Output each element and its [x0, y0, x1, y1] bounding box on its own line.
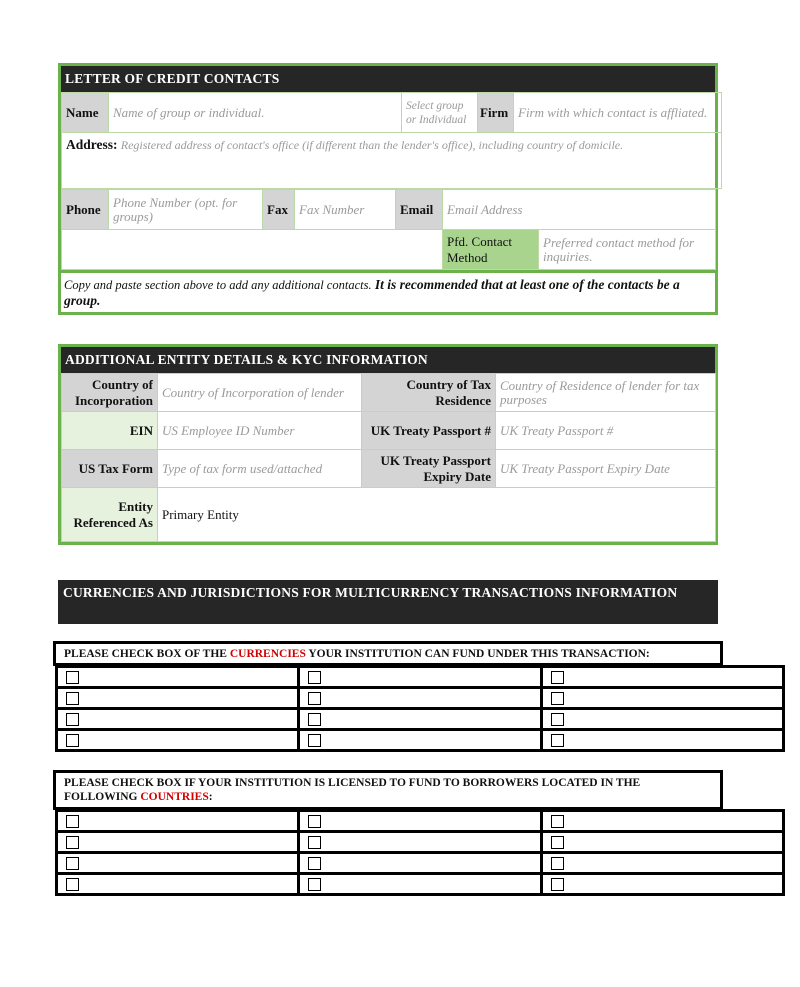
country-tax-residence-field[interactable]: Country of Residence of lender for tax purposes — [496, 374, 716, 412]
ein-field[interactable]: US Employee ID Number — [158, 412, 362, 450]
checkbox-cell — [299, 688, 541, 709]
currency-checkbox[interactable] — [66, 713, 79, 726]
currencies-instruction — [53, 641, 723, 666]
uk-passport-expiry-label: UK Treaty Passport Expiry Date — [362, 450, 496, 488]
currency-checkbox[interactable] — [308, 671, 321, 684]
country-incorporation-field[interactable]: Country of Incorporation of lender — [158, 374, 362, 412]
countries-instruction — [53, 770, 723, 810]
us-tax-form-label: US Tax Form — [62, 450, 158, 488]
fax-label: Fax — [263, 190, 295, 230]
uk-treaty-passport-field[interactable]: UK Treaty Passport # — [496, 412, 716, 450]
checkbox-cell — [541, 730, 783, 751]
note-recommendation: It is recommended that at least one of the contacts be a group. — [64, 277, 680, 308]
country-checkbox[interactable] — [66, 857, 79, 870]
checkbox-cell — [57, 667, 299, 688]
address-label: Address: — [66, 137, 118, 152]
currencies-instruction-post: YOUR INSTITUTION CAN FUND UNDER THIS TRANSACTION: — [305, 648, 650, 660]
country-checkbox[interactable] — [308, 878, 321, 891]
checkbox-row — [57, 811, 784, 832]
checkbox-row — [57, 730, 784, 751]
kyc-section — [58, 344, 718, 545]
ein-label: EIN — [62, 412, 158, 450]
currencies-instruction-pre: PLEASE CHECK BOX OF THE — [64, 648, 230, 660]
country-checkbox[interactable] — [551, 857, 564, 870]
checkbox-cell — [541, 832, 783, 853]
firm-label: Firm — [478, 93, 514, 133]
section-title: LETTER OF CREDIT CONTACTS — [61, 66, 715, 92]
contact-methods-table — [61, 189, 716, 270]
blank-cell — [62, 230, 443, 270]
checkbox-cell — [57, 832, 299, 853]
address-row — [62, 133, 722, 189]
checkbox-cell — [541, 688, 783, 709]
entity-referenced-label: Entity Referenced As — [62, 488, 158, 542]
section-title: ADDITIONAL ENTITY DETAILS & KYC INFORMATION — [61, 347, 715, 373]
checkbox-row — [57, 874, 784, 895]
uk-treaty-passport-label: UK Treaty Passport # — [362, 412, 496, 450]
checkbox-cell — [299, 874, 541, 895]
country-checkbox[interactable] — [551, 815, 564, 828]
phone-label: Phone — [62, 190, 109, 230]
checkbox-row — [57, 832, 784, 853]
email-label: Email — [396, 190, 443, 230]
firm-field[interactable]: Firm with which contact is affliated. — [514, 93, 722, 133]
currency-checkbox[interactable] — [551, 671, 564, 684]
currencies-checkbox-grid — [55, 665, 785, 752]
country-checkbox[interactable] — [308, 857, 321, 870]
checkbox-cell — [541, 709, 783, 730]
country-checkbox[interactable] — [308, 815, 321, 828]
currency-checkbox[interactable] — [308, 713, 321, 726]
checkbox-cell — [299, 667, 541, 688]
phone-field[interactable]: Phone Number (opt. for groups) — [109, 190, 263, 230]
us-tax-form-field[interactable]: Type of tax form used/attached — [158, 450, 362, 488]
pfd-contact-label: Pfd. Contact Method — [443, 230, 539, 270]
contacts-table — [61, 92, 722, 189]
checkbox-row — [57, 688, 784, 709]
entity-referenced-field[interactable]: Primary Entity — [158, 488, 716, 542]
checkbox-cell — [299, 730, 541, 751]
currency-checkbox[interactable] — [551, 692, 564, 705]
name-field[interactable]: Name of group or individual. — [109, 93, 402, 133]
group-individual-select[interactable]: Select group or Individual — [402, 93, 478, 133]
note-copy-paste: Copy and paste section above to add any additional contacts. — [64, 278, 372, 292]
fax-field[interactable]: Fax Number — [295, 190, 396, 230]
checkbox-cell — [57, 811, 299, 832]
currency-checkbox[interactable] — [308, 734, 321, 747]
pfd-contact-field[interactable]: Preferred contact method for inquiries. — [539, 230, 716, 270]
checkbox-cell — [57, 688, 299, 709]
currencies-keyword: CURRENCIES — [229, 648, 306, 660]
checkbox-row — [57, 667, 784, 688]
country-checkbox[interactable] — [551, 878, 564, 891]
currency-checkbox[interactable] — [551, 734, 564, 747]
checkbox-cell — [541, 667, 783, 688]
name-label: Name — [62, 93, 109, 133]
uk-passport-expiry-field[interactable]: UK Treaty Passport Expiry Date — [496, 450, 716, 488]
checkbox-cell — [57, 730, 299, 751]
additional-contacts-note — [61, 270, 715, 312]
country-checkbox[interactable] — [66, 836, 79, 849]
checkbox-cell — [299, 709, 541, 730]
checkbox-row — [57, 853, 784, 874]
country-tax-residence-label: Country of Tax Residence — [362, 374, 496, 412]
checkbox-cell — [541, 811, 783, 832]
checkbox-cell — [57, 874, 299, 895]
currency-checkbox[interactable] — [66, 692, 79, 705]
multicurrency-header: CURRENCIES AND JURISDICTIONS FOR MULTICURRENCY TRANSACTIONS INFORMATION — [58, 580, 718, 624]
country-incorporation-label: Country of Incorporation — [62, 374, 158, 412]
countries-keyword: COUNTRIES — [140, 791, 209, 803]
address-field[interactable]: Registered address of contact's office (if different than the lender's office), including country of domicile. — [120, 138, 624, 152]
email-field[interactable]: Email Address — [443, 190, 716, 230]
currency-checkbox[interactable] — [66, 671, 79, 684]
checkbox-cell — [299, 853, 541, 874]
checkbox-cell — [57, 709, 299, 730]
country-checkbox[interactable] — [551, 836, 564, 849]
country-checkbox[interactable] — [308, 836, 321, 849]
currency-checkbox[interactable] — [308, 692, 321, 705]
countries-instruction-pre: PLEASE CHECK BOX IF YOUR INSTITUTION IS LICENSED TO FUND TO BORROWERS LOCATED IN THE FOLLOWING — [64, 777, 641, 803]
currency-checkbox[interactable] — [66, 734, 79, 747]
letter-of-credit-contacts-section — [58, 63, 718, 315]
countries-checkbox-grid — [55, 809, 785, 896]
checkbox-cell — [541, 874, 783, 895]
country-checkbox[interactable] — [66, 815, 79, 828]
checkbox-cell — [299, 832, 541, 853]
countries-instruction-post: : — [208, 791, 213, 803]
country-checkbox[interactable] — [66, 878, 79, 891]
checkbox-cell — [299, 811, 541, 832]
kyc-table — [61, 373, 716, 542]
checkbox-cell — [541, 853, 783, 874]
currency-checkbox[interactable] — [551, 713, 564, 726]
checkbox-cell — [57, 853, 299, 874]
checkbox-row — [57, 709, 784, 730]
